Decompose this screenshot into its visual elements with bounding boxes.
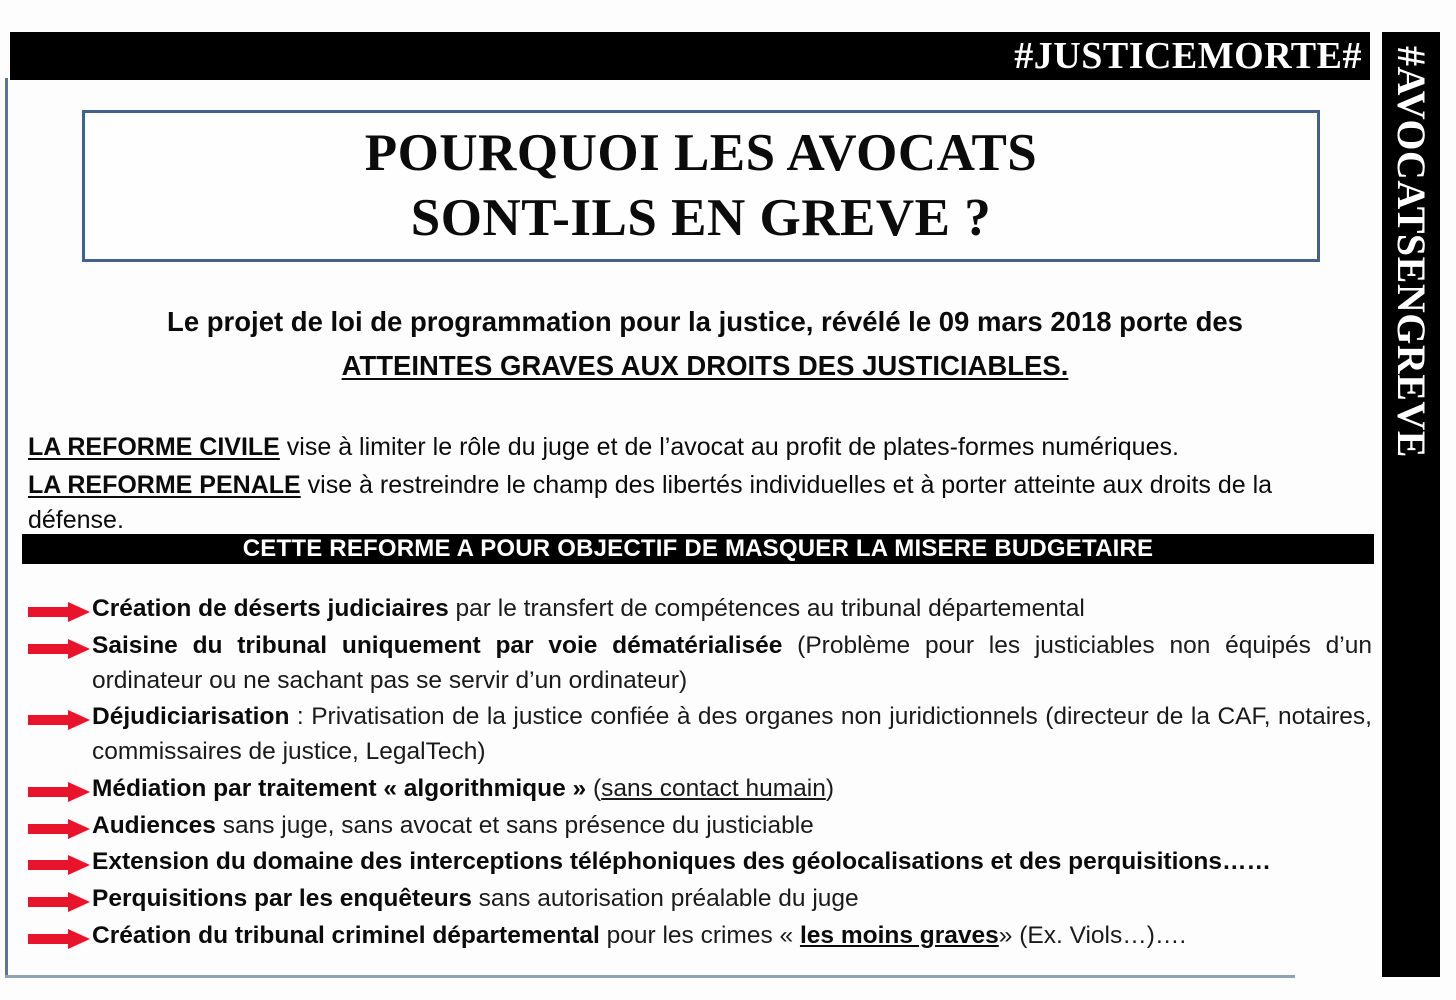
list-item <box>22 629 1372 699</box>
list-item <box>22 700 1372 770</box>
reform-paragraphs <box>28 430 1348 541</box>
list-item-rest: pour les crimes « <box>599 922 800 950</box>
list-item <box>22 809 1372 844</box>
page-title-line-2: SONT-ILS EN GREVE ? <box>410 189 992 247</box>
list-item-rest: sans autorisation préalable du juge <box>471 885 859 913</box>
page-title-line-1: POURQUOI LES AVOCATS <box>364 124 1038 183</box>
page-border-left <box>5 78 8 978</box>
list-item-rest2: » (Ex. Viols…)…. <box>998 922 1187 950</box>
red-arrow-icon <box>28 892 90 912</box>
list-item-underlined: sans contact humain <box>601 774 826 802</box>
list-item <box>22 882 1372 917</box>
title-box <box>82 110 1320 262</box>
list-item-rest: par le transfert de compétences au tribunal départemental <box>448 595 1085 622</box>
list-item-body <box>92 592 1372 627</box>
red-arrow-icon <box>28 710 90 730</box>
list-item <box>22 919 1372 954</box>
top-hashtag-banner <box>10 32 1370 80</box>
list-item-strong: Médiation par traitement « algorithmique » <box>92 774 587 802</box>
page-border-bottom <box>5 975 1295 978</box>
reform-civil-lead: LA REFORME CIVILE <box>28 433 280 461</box>
red-arrow-icon <box>28 855 90 875</box>
reform-paragraph-civil <box>28 430 1348 466</box>
list-item-body <box>92 845 1372 880</box>
red-arrow-icon <box>28 782 90 802</box>
list-item <box>22 845 1372 880</box>
list-item <box>22 592 1372 627</box>
list-item-strong: Saisine du tribunal uniquement par voie dématérialisée <box>92 631 783 659</box>
list-item-emphasis: les moins graves <box>799 922 999 950</box>
subtitle-line-1: Le projet de loi de programmation pour la justice, révélé le 09 mars 2018 porte des <box>167 306 1243 337</box>
grievance-list <box>22 592 1372 956</box>
hashtag-avocatsengreve: #AVOCATSENGREVE <box>1389 46 1434 458</box>
list-item-strong: Déjudiciarisation <box>92 703 290 731</box>
red-arrow-icon <box>28 639 90 659</box>
list-item-rest: (Problème pour les justiciables non équipés d’un ordinateur ou ne sachant pas se servir d’un ordinateur) <box>92 631 1373 694</box>
side-hashtag-banner <box>1382 32 1440 977</box>
list-item-rest: sans juge, sans avocat et sans présence du justiciable <box>215 811 814 839</box>
list-item-body <box>92 809 1372 844</box>
reform-penal-lead: LA REFORME PENALE <box>28 470 301 499</box>
list-item-rest: : Privatisation de la justice confiée à des organes non juridictionnels (directeur de la CAF, notaires, commissaires de justice, LegalTech) <box>92 703 1372 766</box>
list-item-strong: Extension du domaine des interceptions téléphoniques des géolocalisations et des perquisitions…… <box>92 848 1271 876</box>
objective-banner <box>22 534 1374 564</box>
list-item-body <box>92 882 1372 917</box>
list-item-strong: Perquisitions par les enquêteurs <box>92 885 472 913</box>
reform-penal-text: vise à restreindre le champ des libertés individuelles et à porter atteinte aux droits de la défense. <box>28 470 1273 534</box>
list-item <box>22 772 1372 807</box>
list-item-strong: Création de déserts judiciaires <box>92 595 449 622</box>
reform-civil-text: vise à limiter le rôle du juge et de l’avocat au profit de plates-formes numériques. <box>279 433 1179 461</box>
hashtag-justicemorte: #JUSTICEMORTE# <box>1014 35 1362 77</box>
list-item-body: Médiation par traitement « algorithmique » (sans contact humain) <box>92 774 835 802</box>
red-arrow-icon <box>28 819 90 839</box>
list-item-body <box>92 700 1372 770</box>
subtitle-line-2-underlined: ATTEINTES GRAVES AUX DROITS DES JUSTICIABLES. <box>341 350 1069 381</box>
list-item-body <box>92 629 1372 699</box>
red-arrow-icon <box>28 602 90 622</box>
red-arrow-icon <box>28 929 90 949</box>
list-item-strong: Audiences <box>92 811 216 839</box>
list-item-body <box>92 919 1372 954</box>
list-item-strong: Création du tribunal criminel départemental <box>92 922 600 950</box>
objective-banner-text: CETTE REFORME A POUR OBJECTIF DE MASQUER LA MISERE BUDGETAIRE <box>242 535 1154 562</box>
subtitle <box>60 300 1350 388</box>
reform-paragraph-penal <box>28 468 1348 539</box>
